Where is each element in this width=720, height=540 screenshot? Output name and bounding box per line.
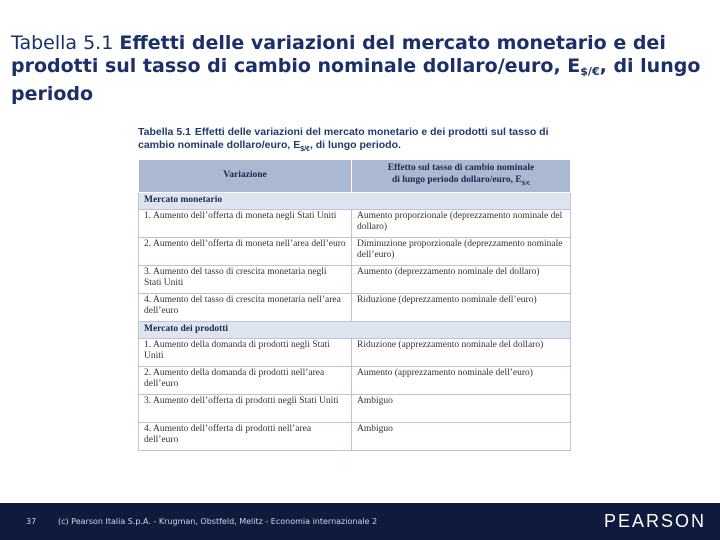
table-figure (138, 126, 570, 473)
cell-effect: Aumento (deprezzamento nominale del dollaro) (352, 265, 571, 293)
cell-effect: Riduzione (apprezzamento nominale del dollaro) (352, 338, 571, 366)
table-row (139, 265, 571, 293)
table-header-row (139, 160, 571, 193)
table-row (139, 366, 571, 394)
table-row (139, 237, 571, 265)
header-effetto-subscript: $/€ (521, 179, 531, 187)
cell-effect: Diminuzione proporzionale (deprezzamento nominale dell’euro) (352, 237, 571, 265)
cell-change: 3. Aumento dell’offerta di prodotti negli Stati Uniti (139, 394, 352, 422)
section-row (139, 321, 571, 338)
table-row (139, 394, 571, 422)
figure-caption (138, 126, 570, 156)
cell-effect: Aumento (apprezzamento nominale dell’euro) (352, 366, 571, 394)
table-row (139, 422, 571, 450)
figure-title-subscript: $/€ (300, 146, 310, 154)
table-row (139, 293, 571, 321)
slide-title-main: Effetti delle variazioni del mercato monetario e dei prodotti sul tasso di cambio nominale dollaro/euro, E (11, 32, 666, 77)
table-row (139, 209, 571, 237)
header-effetto-line1: Effetto sul tasso di cambio nominale (387, 163, 535, 174)
cell-effect: Riduzione (deprezzamento nominale dell’euro) (352, 293, 571, 321)
cell-change: 4. Aumento dell’offerta di prodotti nell’area dell’euro (139, 422, 352, 450)
page-number: 37 (26, 517, 37, 526)
cell-change: 1. Aumento della domanda di prodotti negli Stati Uniti (139, 338, 352, 366)
cell-change: 3. Aumento del tasso di crescita monetaria negli Stati Uniti (139, 265, 352, 293)
cell-change: 4. Aumento del tasso di crescita monetaria nell’area dell’euro (139, 293, 352, 321)
cell-change: 1. Aumento dell’offerta di moneta negli Stati Uniti (139, 209, 352, 237)
cell-change: 2. Aumento dell’offerta di moneta nell’area dell’euro (139, 237, 352, 265)
header-variazione: Variazione (139, 160, 352, 193)
section-mercato-prodotti: Mercato dei prodotti (139, 321, 571, 338)
header-effetto-line2: di lungo periodo dollaro/euro, E (391, 174, 522, 185)
pearson-logo: PEARSON (603, 511, 706, 531)
section-row (139, 192, 571, 209)
figure-title-end: , di lungo periodo. (309, 139, 401, 151)
cell-effect: Ambiguo (352, 422, 571, 450)
effects-table (138, 159, 571, 451)
cell-effect: Aumento proporzionale (deprezzamento nominale del dollaro) (352, 209, 571, 237)
figure-label: Tabella 5.1 (138, 126, 191, 138)
header-effetto (352, 160, 571, 193)
table-row (139, 338, 571, 366)
section-mercato-monetario: Mercato monetario (139, 192, 571, 209)
slide-title-subscript: $/€ (580, 65, 600, 78)
footer-bar (0, 503, 720, 540)
figure-title-main: Effetti delle variazioni del mercato monetario e dei prodotti sul tasso di cambio nominale dollaro/euro, E (138, 126, 549, 151)
cell-effect: Ambiguo (352, 394, 571, 422)
footer-credit: (c) Pearson Italia S.p.A. - Krugman, Obstfeld, Melitz - Economia internazionale 2 (58, 517, 378, 526)
slide-title (11, 32, 711, 106)
slide-title-end: , di lungo periodo (11, 55, 701, 105)
cell-change: 2. Aumento della domanda di prodotti nell’area dell’euro (139, 366, 352, 394)
slide-title-prefix: Tabella 5.1 (11, 32, 120, 54)
